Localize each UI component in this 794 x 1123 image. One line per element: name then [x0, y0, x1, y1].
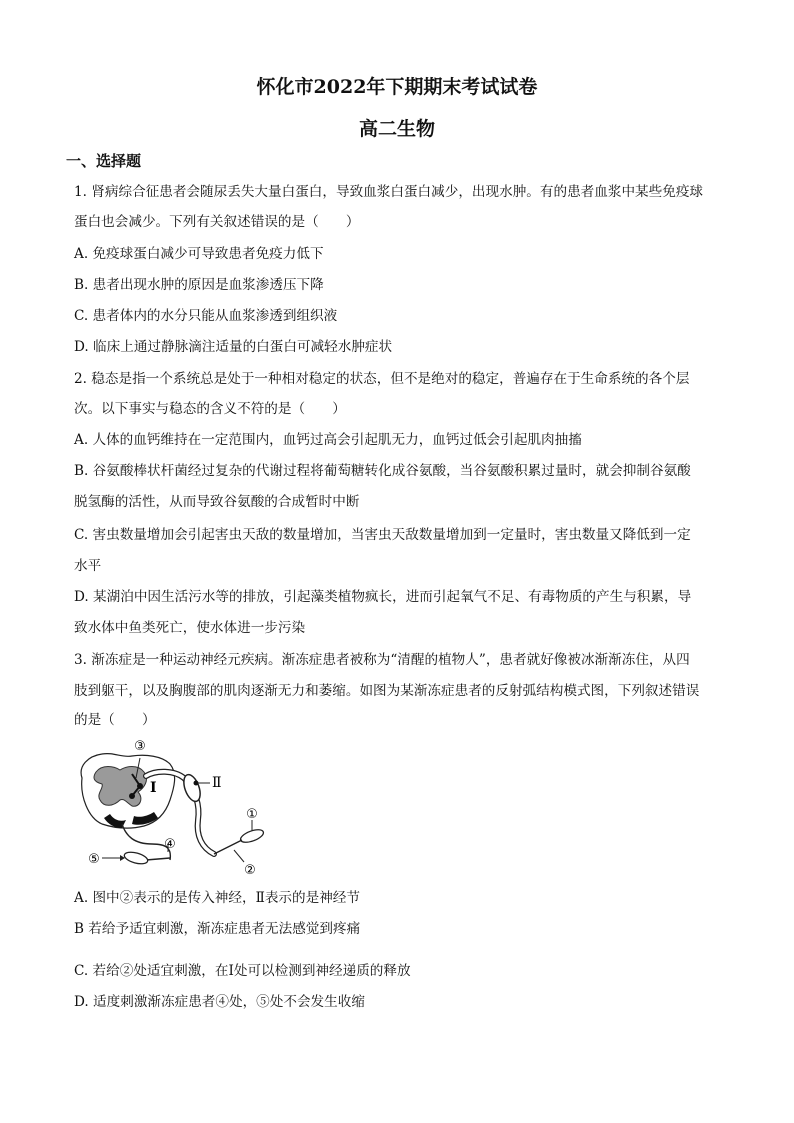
q3-stem-line-3: 的是（ ）: [74, 712, 156, 728]
q3-option-a: A. 图中②表示的是传入神经，Ⅱ表示的是神经节: [74, 890, 360, 906]
label-5: ⑤: [88, 852, 100, 867]
q2-option-d-line-1: D. 某湖泊中因生活污水等的排放，引起藻类植物疯长，进而引起氧气不足、有毒物质的产生与积累，导: [74, 589, 692, 605]
efferent-nerve-end: [146, 858, 170, 860]
q2-option-c-line-2: 水平: [74, 558, 102, 574]
q2-option-c-line-1: C. 害虫数量增加会引起害虫天敌的数量增加，当害虫天敌数量增加到一定量时，害虫数量又降低到一定: [74, 527, 691, 543]
label-1: ①: [246, 807, 258, 822]
exam-subject: 高二生物: [358, 118, 435, 140]
label-roman-2: Ⅱ: [212, 775, 222, 791]
q2-option-b-line-2: 脱氢酶的活性，从而导致谷氨酸的合成暂时中断: [74, 494, 360, 510]
afferent-to-receptor: [214, 840, 242, 854]
q2-stem-line-2: 次。以下事实与稳态的含义不符的是（ ）: [74, 401, 346, 417]
label-line-2: [234, 850, 244, 862]
q3-stem-line-2: 肢到躯干，以及胸腹部的肌肉逐渐无力和萎缩。如图为某渐冻症患者的反射弧结构模式图，下列叙述错误: [74, 683, 700, 699]
q1-option-a: A. 免疫球蛋白减少可导致患者免疫力低下: [74, 246, 324, 262]
label-3: ③: [134, 739, 146, 754]
q1-stem-line-1: 1. 肾病综合征患者会随尿丢失大量白蛋白，导致血浆白蛋白减少，出现水肿。有的患者血浆中某些免疫球: [74, 184, 704, 200]
exam-title: 怀化市2022年下期期末考试试卷: [256, 76, 538, 98]
q1-option-c: C. 患者体内的水分只能从血浆渗透到组织液: [74, 308, 338, 324]
q3-option-d: D. 适度刺激渐冻症患者④处，⑤处不会发生收缩: [74, 994, 365, 1010]
q1-option-b: B. 患者出现水肿的原因是血浆渗透压下降: [74, 277, 324, 293]
q1-stem-line-2: 蛋白也会减少。下列有关叙述错误的是（ ）: [74, 214, 360, 230]
label-4: ④: [164, 837, 176, 852]
label-roman-1: Ⅰ: [150, 780, 157, 796]
ganglion: [181, 772, 204, 803]
q2-option-b-line-1: B. 谷氨酸棒状杆菌经过复杂的代谢过程将葡萄糖转化成谷氨酸，当谷氨酸积累过量时，就会抑制谷氨酸: [74, 463, 691, 479]
q3-option-c: C. 若给②处适宜刺激，在Ⅰ处可以检测到神经递质的释放: [74, 963, 411, 979]
motor-neuron-dot: [129, 793, 135, 799]
q2-stem-line-1: 2. 稳态是指一个系统总是处于一种相对稳定的状态，但不是绝对的稳定，普遍存在于生命系统的各个层: [74, 371, 690, 387]
q1-option-d: D. 临床上通过静脉滴注适量的白蛋白可减轻水肿症状: [74, 339, 393, 355]
q3-option-b: B 若给予适宜刺激，渐冻症患者无法感觉到疼痛: [74, 921, 361, 937]
q2-option-d-line-2: 致水体中鱼类死亡，使水体进一步污染: [74, 620, 306, 636]
synapse-dot: [137, 783, 143, 789]
q2-option-a: A. 人体的血钙维持在一定范围内，血钙过高会引起肌无力，血钙过低会引起肌肉抽搐: [74, 432, 582, 448]
q3-stem-line-1: 3. 渐冻症是一种运动神经元疾病。渐冻症患者被称为“清醒的植物人”，患者就好像被冰渐渐冻住，从四: [74, 652, 690, 668]
reflex-arc-diagram: [74, 736, 274, 876]
section-heading: 一、选择题: [66, 152, 142, 170]
ganglion-dot: [194, 781, 199, 786]
effector-muscle: [123, 850, 149, 866]
label-2: ②: [244, 863, 256, 876]
